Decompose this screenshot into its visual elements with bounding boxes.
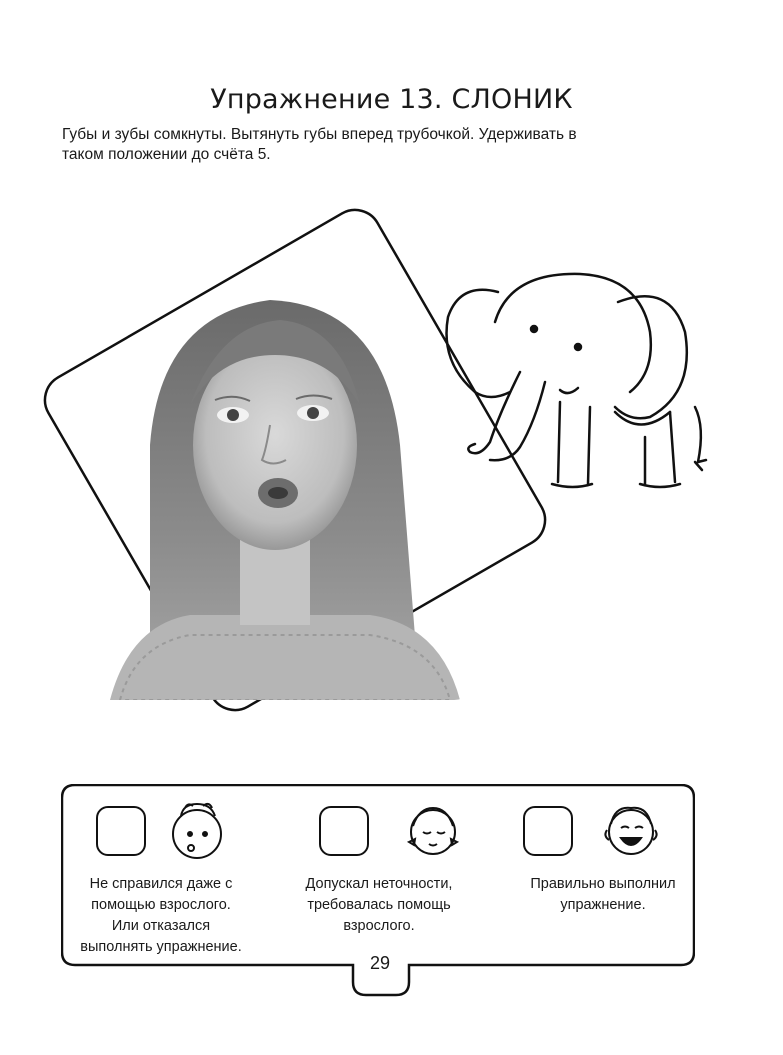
- caption-line: помощью взрослого.: [91, 897, 231, 913]
- rating-caption-failed: [61, 874, 261, 958]
- instruction-text: [62, 125, 698, 165]
- neutral-face-icon: [399, 796, 467, 864]
- caption-line: Правильно выполнил: [530, 876, 676, 892]
- rating-checkbox-partial[interactable]: [319, 806, 369, 856]
- happy-face-icon: [597, 796, 665, 864]
- caption-line: Допускал неточности,: [305, 876, 453, 892]
- caption-line: взрослого.: [343, 918, 415, 934]
- rating-panel: [61, 784, 695, 966]
- rating-caption-partial: [289, 874, 469, 937]
- rating-checkbox-success[interactable]: [523, 806, 573, 856]
- instruction-line: таком положении до счёта 5.: [62, 146, 271, 163]
- elephant-drawing: [440, 262, 720, 502]
- sad-face-icon: [163, 796, 231, 864]
- caption-line: упражнение.: [560, 897, 646, 913]
- page-number: 29: [369, 953, 391, 973]
- rating-caption-success: [513, 874, 693, 916]
- caption-line: требовалась помощь: [307, 897, 451, 913]
- caption-line: Или отказался: [111, 918, 211, 934]
- exercise-title: Упражнение 13. СЛОНИК: [210, 84, 573, 115]
- instruction-line: Губы и зубы сомкнуты. Вытянуть губы вперед трубочкой. Удерживать в: [62, 126, 577, 143]
- rating-checkbox-failed[interactable]: [96, 806, 146, 856]
- caption-line: выполнять упражнение.: [80, 939, 242, 955]
- caption-line: Не справился даже с: [89, 876, 233, 892]
